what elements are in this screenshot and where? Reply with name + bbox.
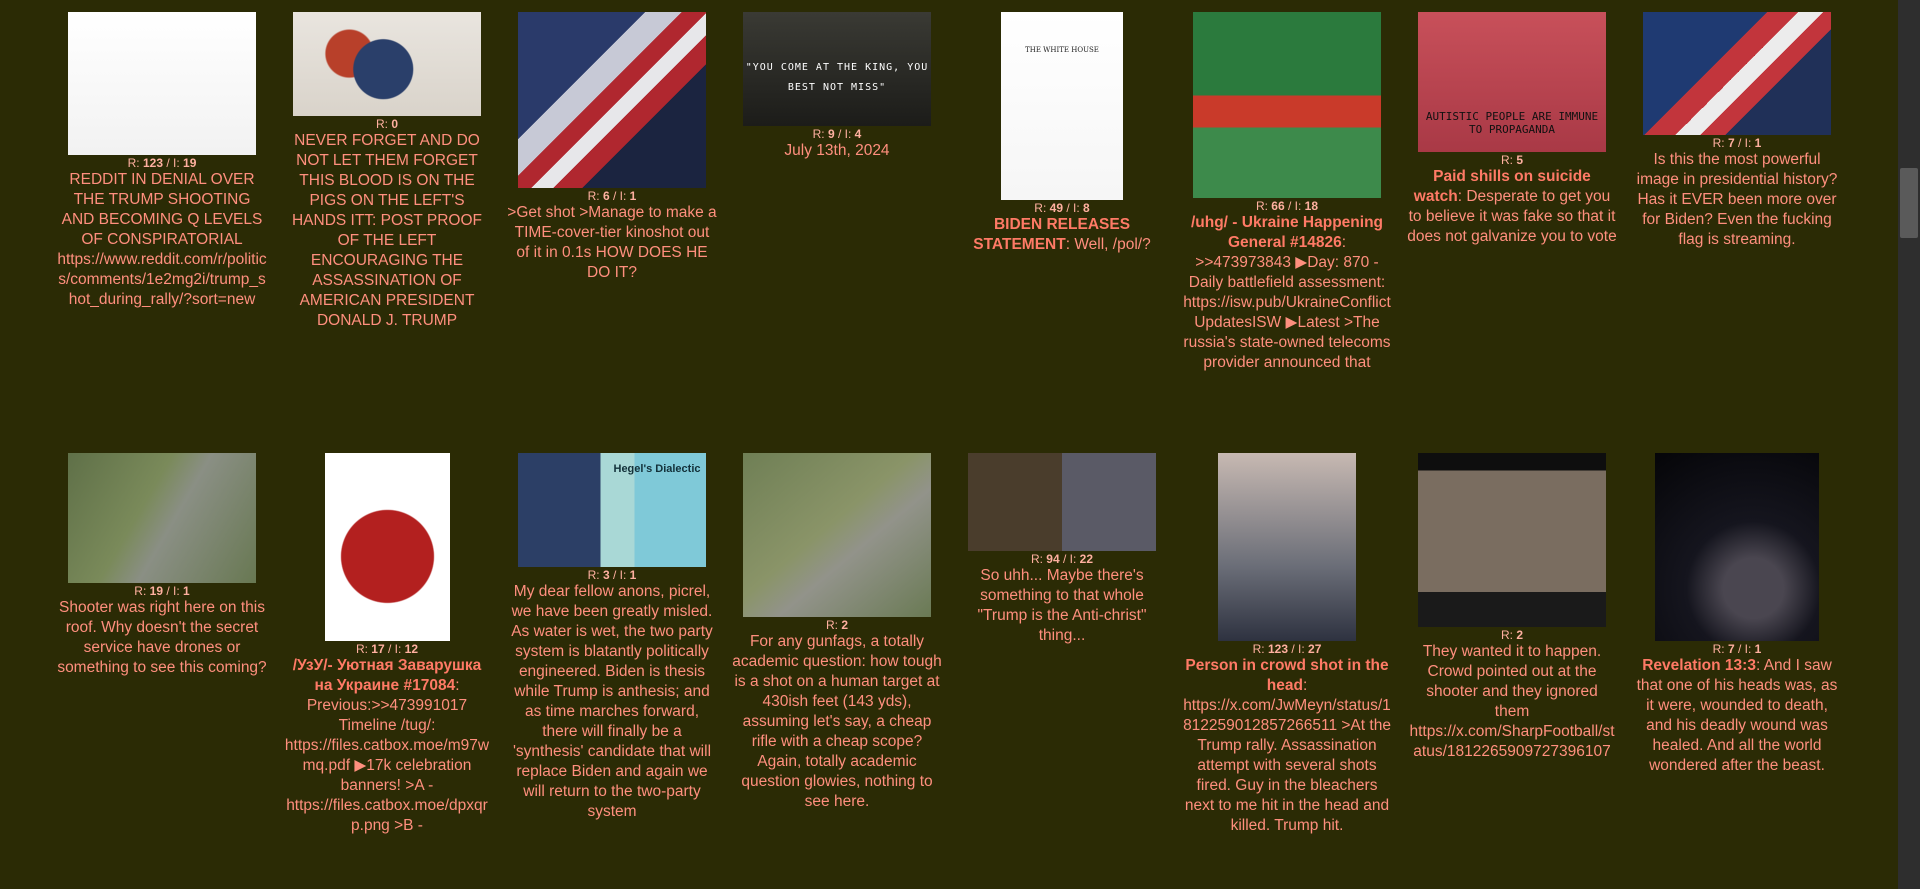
images-label: / I: [1734, 642, 1755, 656]
thumbnail-caption: "YOU COME AT THE KING, YOU BEST NOT MISS" [745, 62, 929, 93]
thread-subject: /УзУ/- Уютная Заварушка на Украине #17084 [292, 657, 482, 694]
reply-image-count [732, 127, 942, 141]
thread-4[interactable] [732, 12, 942, 161]
reply-image-count [1407, 153, 1617, 167]
image-count: 27 [1308, 642, 1322, 656]
thread-thumbnail[interactable] [325, 453, 450, 641]
thumbnail-caption: AUTISTIC PEOPLE ARE IMMUNE TO PROPAGANDA [1425, 110, 1599, 136]
thread-text: NEVER FORGET AND DO NOT LET THEM FORGET THIS BLOOD IS ON THE PIGS ON THE LEFT'S HANDS ITT: POST PROOF OF THE LEFT ENCOURAGING THE ASSASSINATION OF AMERICAN PRESIDENT DONALD J. TRUMP [291, 132, 483, 329]
reply-image-count [282, 117, 492, 131]
replies-label: R: [127, 156, 143, 170]
reply-image-count [1632, 642, 1842, 656]
reply-count: 66 [1271, 199, 1285, 213]
thread-teaser [1407, 167, 1617, 247]
thread-text: For any gunfags, a totally academic question: how tough is a shot on a human target at 430ish feet (143 yds), assuming let's say, a cheap rifle with a cheap scope? Again, totally academic question glowies, nothing to see here. [732, 633, 942, 810]
replies-label: R: [812, 127, 828, 141]
images-label: / I: [1734, 136, 1755, 150]
image-count: 8 [1083, 201, 1090, 215]
thread-thumbnail[interactable] [1001, 12, 1123, 200]
replies-label: R: [1712, 136, 1728, 150]
thread-8[interactable] [1632, 12, 1842, 250]
replies-label: R: [1500, 153, 1517, 167]
thread-teaser [1407, 642, 1617, 762]
images-label: / I: [834, 127, 855, 141]
replies-label: R: [1255, 199, 1272, 213]
thread-5[interactable] [957, 12, 1167, 255]
thumbnail-caption: THE WHITE HOUSE [1025, 46, 1099, 54]
reply-count: 17 [371, 642, 385, 656]
reply-count: 9 [827, 127, 835, 141]
images-label: / I: [163, 584, 184, 598]
vertical-scrollbar[interactable] [1898, 0, 1920, 889]
replies-label: R: [1712, 642, 1728, 656]
reply-count: 123 [142, 156, 163, 170]
image-count: 19 [183, 156, 197, 170]
thread-2[interactable] [282, 12, 492, 331]
images-label: / I: [609, 189, 630, 203]
reply-count: 7 [1727, 642, 1735, 656]
thread-teaser [282, 131, 492, 331]
reply-image-count [57, 584, 267, 598]
thread-thumbnail[interactable] [68, 453, 256, 583]
reply-image-count [957, 552, 1167, 566]
reply-image-count [1632, 136, 1842, 150]
reply-count: 0 [391, 117, 399, 131]
thread-subject: BIDEN RELEASES STATEMENT [973, 216, 1131, 253]
image-count: 18 [1304, 199, 1319, 213]
reply-count: 3 [602, 568, 610, 582]
thread-teaser [957, 566, 1167, 646]
thread-thumbnail[interactable] [743, 453, 931, 617]
image-count: 1 [1754, 136, 1762, 150]
thread-text: : And I saw that one of his heads was, as it were, wounded to death, and his deadly wound was healed. And all the world wondered after the beast. [1636, 657, 1838, 774]
replies-label: R: [1030, 552, 1047, 566]
thread-7[interactable] [1407, 12, 1617, 247]
images-label: / I: [1288, 642, 1309, 656]
thread-text: They wanted it to happen. Crowd pointed out at the shooter and they ignored them https://x.com/SharpFootball/status/1812265909727396107 [1409, 643, 1615, 760]
thread-teaser [282, 656, 492, 836]
thread-14[interactable] [1182, 453, 1392, 836]
replies-label: R: [355, 642, 372, 656]
reply-count: 7 [1727, 136, 1735, 150]
thread-text: : Desperate to get you to believe it was fake so that it does not galvanize you to vote [1407, 188, 1617, 245]
thread-teaser [957, 215, 1167, 255]
images-label: / I: [1063, 201, 1084, 215]
replies-label: R: [587, 568, 603, 582]
thread-thumbnail[interactable] [518, 453, 706, 567]
reply-image-count [732, 618, 942, 632]
thread-text: Shooter was right here on this roof. Why doesn't the secret service have drones or something to see this coming? [57, 599, 267, 676]
thread-teaser [507, 582, 717, 822]
thread-subject: /uhg/ - Ukraine Happening General #14826 [1190, 214, 1384, 251]
thread-text: : >>473973843 ▶Day: 870 - Daily battlefield assessment: https://isw.pub/UkraineConflictUpdatesISW ▶Latest >The russia's state-owned telecoms provider announced that [1183, 234, 1391, 371]
thread-thumbnail[interactable] [968, 453, 1156, 551]
replies-label: R: [134, 584, 150, 598]
reply-count: 123 [1267, 642, 1288, 656]
thread-thumbnail[interactable] [1655, 453, 1819, 641]
reply-image-count [1407, 628, 1617, 642]
thread-teaser [1182, 213, 1392, 373]
image-count: 1 [1754, 642, 1762, 656]
thread-thumbnail[interactable] [1193, 12, 1381, 198]
thumbnail-caption: Hegel's Dialectic [613, 463, 701, 475]
reply-image-count [507, 568, 717, 582]
thread-9[interactable] [57, 453, 267, 678]
replies-label: R: [1034, 201, 1050, 215]
reply-count: 49 [1049, 201, 1063, 215]
thread-thumbnail[interactable] [1643, 12, 1831, 135]
thread-16[interactable] [1632, 453, 1842, 776]
thread-text: Is this the most powerful image in presidential history? Has it EVER been more over for Biden? Even the fucking flag is streaming. [1636, 151, 1838, 248]
reply-image-count [507, 189, 717, 203]
replies-label: R: [375, 117, 392, 131]
reply-count: 6 [602, 189, 610, 203]
image-count: 4 [854, 127, 862, 141]
thread-15[interactable] [1407, 453, 1617, 762]
reply-count: 19 [149, 584, 163, 598]
thread-text: : https://x.com/JwMeyn/status/1812259012857266511 >At the Trump rally. Assassination attempt with several shots fired. Guy in the bleachers next to me hit in the head and killed. Trump hit. [1183, 677, 1391, 834]
thread-text: : Previous:>>473991017 Timeline /tug/: https://files.catbox.moe/m97wmq.pdf ▶17k celebration banners! >A - https://files.catbox.moe/dpxqrp.png >B - [284, 677, 490, 834]
thread-teaser [1632, 150, 1842, 250]
thread-10[interactable] [282, 453, 492, 836]
thread-thumbnail[interactable] [743, 12, 931, 126]
reply-image-count [1182, 642, 1392, 656]
thread-text: My dear fellow anons, picrel, we have been greatly misled. As water is wet, the two party system is blatantly politically engineered. Biden is thesis while Trump is anthesis; and as time marches forward, there will finally be a 'synthesis' candidate that will replace Biden and again we will return to the two-party system [511, 583, 713, 820]
replies-label: R: [1252, 642, 1268, 656]
images-label: / I: [1284, 199, 1305, 213]
thread-6[interactable] [1182, 12, 1392, 373]
image-count: 1 [629, 568, 637, 582]
reply-count: 5 [1516, 153, 1524, 167]
replies-label: R: [825, 618, 842, 632]
thread-text: >Get shot >Manage to make a TIME-cover-tier kinoshot out of it in 0.1s HOW DOES HE DO IT? [507, 204, 717, 281]
thread-text: REDDIT IN DENIAL OVER THE TRUMP SHOOTING AND BECOMING Q LEVELS OF CONSPIRATORIAL https://www.reddit.com/r/politics/comments/1e2mg2i/trump_shot_during_rally/?sort=new [57, 171, 267, 308]
reply-image-count [282, 642, 492, 656]
images-label: / I: [609, 568, 630, 582]
thread-teaser [732, 632, 942, 812]
scrollbar-thumb[interactable] [1900, 168, 1918, 238]
reply-image-count [57, 156, 267, 170]
reply-count: 94 [1046, 552, 1060, 566]
images-label: / I: [1059, 552, 1080, 566]
images-label: / I: [163, 156, 184, 170]
thread-3[interactable] [507, 12, 717, 283]
thread-thumbnail[interactable] [1418, 12, 1606, 152]
thread-teaser [1632, 656, 1842, 776]
images-label: / I: [384, 642, 405, 656]
thread-subject: Person in crowd shot in the head [1185, 657, 1389, 694]
reply-image-count [1182, 199, 1392, 213]
image-count: 22 [1079, 552, 1094, 566]
reply-count: 2 [841, 618, 849, 632]
thread-thumbnail[interactable] [1418, 453, 1606, 627]
reply-count: 2 [1516, 628, 1524, 642]
thread-text: July 13th, 2024 [784, 142, 890, 159]
thread-1[interactable] [57, 12, 267, 310]
thread-thumbnail[interactable] [1218, 453, 1356, 641]
thread-teaser [57, 170, 267, 310]
thread-teaser [732, 141, 942, 161]
image-count: 1 [183, 584, 190, 598]
thread-text: : Well, /pol/? [1065, 236, 1151, 253]
thread-12[interactable] [732, 453, 942, 812]
thread-11[interactable] [507, 453, 717, 822]
reply-image-count [957, 201, 1167, 215]
thread-subject: Revelation 13:3 [1642, 657, 1756, 674]
replies-label: R: [587, 189, 603, 203]
thread-teaser [57, 598, 267, 678]
thread-thumbnail[interactable] [68, 12, 256, 155]
thread-13[interactable] [957, 453, 1167, 646]
image-count: 12 [404, 642, 419, 656]
thread-subject: Paid shills on suicide watch [1413, 168, 1591, 205]
thread-thumbnail[interactable] [518, 12, 706, 188]
thread-thumbnail[interactable] [293, 12, 481, 116]
image-count: 1 [629, 189, 637, 203]
replies-label: R: [1500, 628, 1517, 642]
thread-teaser [1182, 656, 1392, 836]
thread-teaser [507, 203, 717, 283]
thread-text: So uhh... Maybe there's something to that whole "Trump is the Anti-christ" thing... [977, 567, 1147, 644]
